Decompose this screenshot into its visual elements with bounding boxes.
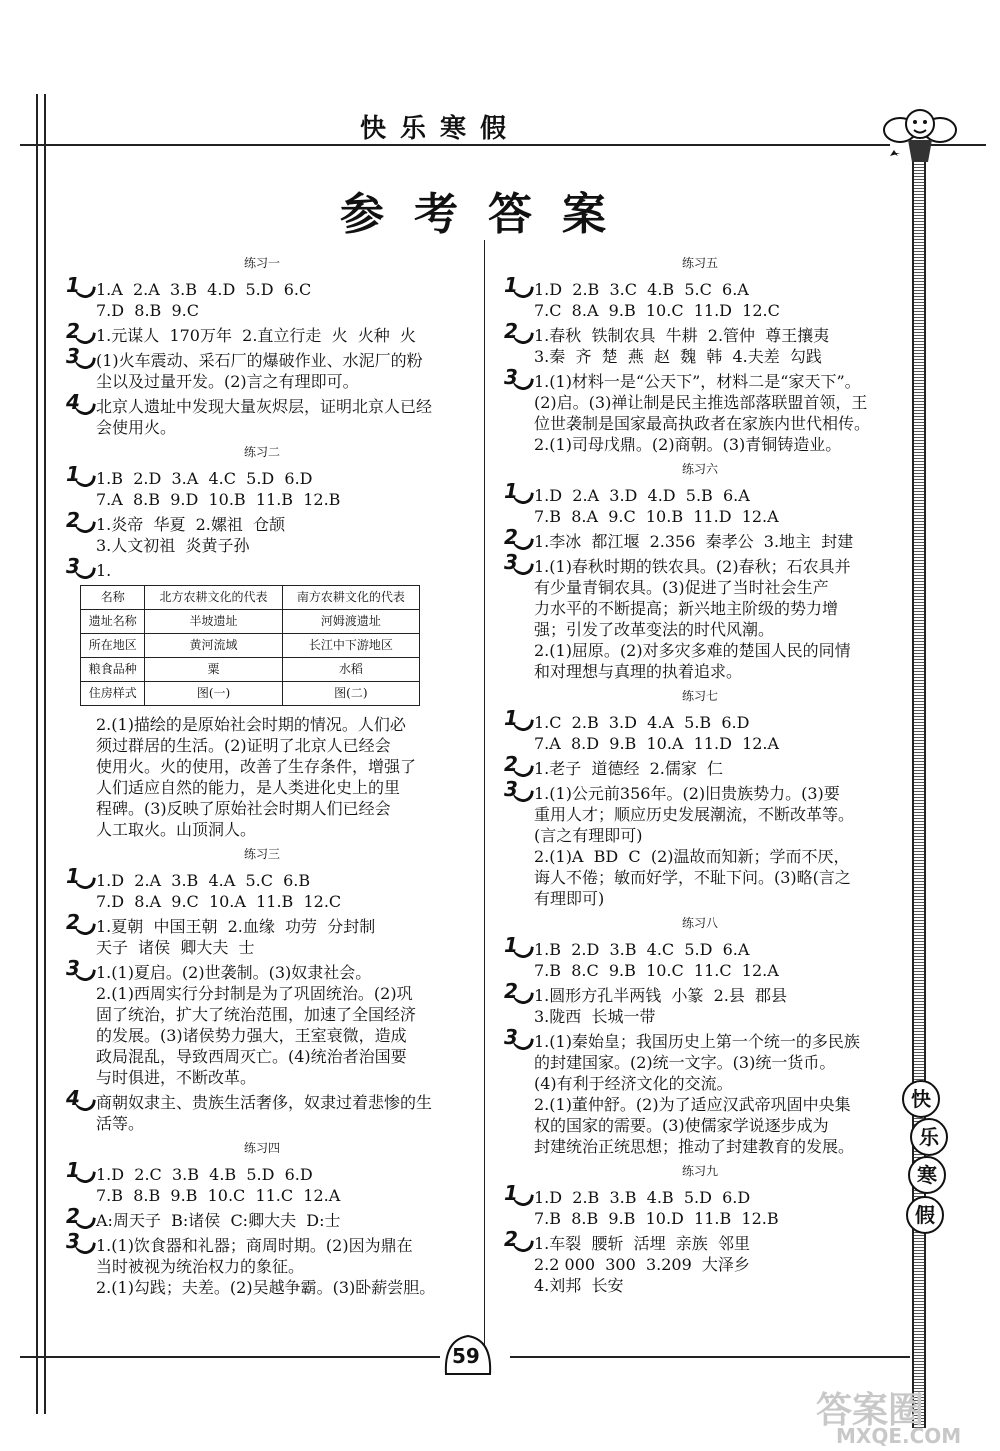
page-number: 59 <box>452 1344 480 1368</box>
answer-line: (2)启。(3)禅让制是民主推选部落联盟首领，王 <box>534 393 868 412</box>
question-number: 3 <box>66 344 80 368</box>
answer-line: A:周天子 B:诸侯 C:卿大夫 D:士 <box>96 1211 341 1230</box>
question-block <box>62 508 462 556</box>
answer-line: (言之有理即可) <box>534 826 643 845</box>
question-block <box>62 344 462 392</box>
answer-line: 的封建国家。(2)统一文字。(3)统一货币。 <box>534 1053 836 1072</box>
exercise-title: 练习一 <box>243 256 280 270</box>
answer-line: 1.(1)材料一是“公天下”，材料二是“家天下”。 <box>534 372 861 391</box>
answer-line: 1.D 2.B 3.C 4.B 5.C 6.A <box>534 280 749 299</box>
question-block <box>500 933 900 981</box>
swoosh-icon <box>73 518 96 534</box>
swoosh-icon <box>511 1191 534 1207</box>
question-block <box>62 864 462 912</box>
question-number-icon <box>500 275 530 299</box>
question-number-icon <box>500 1229 530 1253</box>
answer-line: 1.(1)春秋时期的铁农具。(2)春秋；石农具并 <box>534 557 851 576</box>
table-header-row <box>81 586 420 610</box>
question-block <box>500 1227 900 1296</box>
question-number-icon <box>500 1027 530 1051</box>
table-cell: 河姆渡遗址 <box>282 610 419 634</box>
left-answer-column <box>62 250 462 1302</box>
main-title: 参考答案 <box>340 189 636 240</box>
header-title: 快乐寒假 <box>360 114 521 144</box>
exercise-title: 练习八 <box>681 916 718 930</box>
answer-line: 2.(1)A BD C (2)温故而知新；学而不厌， <box>534 847 850 866</box>
side-decoration-strip <box>912 158 926 1428</box>
answer-line: 会使用火。 <box>96 418 177 437</box>
question-number-icon <box>62 346 92 370</box>
swoosh-icon <box>73 920 96 936</box>
question-block <box>500 1181 900 1229</box>
answer-line: 重用人才；顺应历史发展潮流，不断改革等。 <box>534 805 855 824</box>
table-cell: 所在地区 <box>81 634 145 658</box>
swoosh-icon <box>511 1237 534 1253</box>
answer-line: 1.A 2.A 3.B 4.D 5.D 6.C <box>96 280 312 299</box>
table-cell: 半坡遗址 <box>145 610 282 634</box>
answer-line: 1.D 2.A 3.D 4.D 5.B 6.A <box>534 486 750 505</box>
question-number: 2 <box>66 508 80 532</box>
question-number-icon <box>62 1160 92 1184</box>
answer-line: 2.(1)屈原。(2)对多灾多难的楚国人民的同情 <box>534 641 851 660</box>
question-block <box>62 1229 462 1298</box>
answer-line: 1.李冰 都江堰 2.356 秦孝公 3.地主 封建 <box>534 532 854 551</box>
swoosh-icon <box>73 564 96 580</box>
answer-line: 1.夏朝 中国王朝 2.血缘 功劳 分封制 <box>96 917 376 936</box>
question-block <box>500 319 900 367</box>
exercise-title: 练习五 <box>681 256 718 270</box>
swoosh-icon <box>511 283 534 299</box>
table-cell: 图(一) <box>145 682 282 706</box>
question-block <box>500 525 900 552</box>
answer-line: 7.B 8.B 9.B 10.D 11.B 12.B <box>534 1209 779 1228</box>
question-block <box>62 1086 462 1134</box>
question-number-icon <box>500 754 530 778</box>
question-number-icon <box>62 275 92 299</box>
question-number-icon <box>500 708 530 732</box>
question-number-icon <box>62 866 92 890</box>
swoosh-icon <box>511 1035 534 1051</box>
answer-line: 1.B 2.D 3.B 4.C 5.D 6.A <box>534 940 750 959</box>
answer-line: 2.(1)描绘的是原始社会时期的情况。人们必 <box>96 715 406 734</box>
answer-line: 强；引发了改革变法的时代风潮。 <box>534 620 775 639</box>
swoosh-icon <box>511 716 534 732</box>
table-cell: 遗址名称 <box>81 610 145 634</box>
answer-line: 尘以及过量开发。(2)言之有理即可。 <box>96 372 359 391</box>
answer-line: 1.圆形方孔半两钱 小篆 2.县 郡县 <box>534 986 788 1005</box>
answer-line: 力水平的不断提高；新兴地主阶级的势力增 <box>534 599 839 618</box>
answer-line: 1.(1)秦始皇；我国历史上第一个统一的多民族 <box>534 1032 860 1051</box>
question-number-icon <box>62 912 92 936</box>
column-divider <box>484 240 485 1370</box>
answer-line: 人们适应自然的能力，是人类进化史上的里 <box>96 778 401 797</box>
question-number: 2 <box>504 752 518 776</box>
swoosh-icon <box>73 1239 96 1255</box>
question-number: 1 <box>66 462 80 486</box>
question-number: 2 <box>504 525 518 549</box>
question-number: 1 <box>504 479 518 503</box>
question-number: 2 <box>504 319 518 343</box>
question-number: 3 <box>504 1025 518 1049</box>
answer-line: 1.D 2.B 3.B 4.B 5.D 6.D <box>534 1188 751 1207</box>
table-row <box>81 682 420 706</box>
question-number-icon <box>500 935 530 959</box>
question-block <box>62 910 462 958</box>
question-block <box>62 390 462 438</box>
question-block <box>500 1025 900 1157</box>
question-number-icon <box>500 481 530 505</box>
swoosh-icon <box>73 1096 96 1112</box>
answer-line: 7.C 8.A 9.B 10.C 11.D 12.C <box>534 301 780 320</box>
swoosh-icon <box>511 787 534 803</box>
table-header-cell: 北方农耕文化的代表 <box>145 586 282 610</box>
question-block <box>62 956 462 1088</box>
answer-line: 权的国家的需要。(3)使儒家学说逐步成为 <box>534 1116 829 1135</box>
answer-line: 4.刘邦 长安 <box>534 1276 624 1295</box>
watermark-url: MXQE.COM <box>836 1424 962 1448</box>
question-block <box>500 550 900 682</box>
swoosh-icon <box>511 989 534 1005</box>
answer-line: 7.D 8.B 9.C <box>96 301 199 320</box>
answer-line: 1.(1)夏启。(2)世袭制。(3)奴隶社会。 <box>96 963 372 982</box>
question-number-icon <box>62 321 92 345</box>
answer-line: 1.C 2.B 3.D 4.A 5.B 6.D <box>534 713 750 732</box>
answer-line: 固了统治，扩大了统治范围，加速了全国经济 <box>96 1005 417 1024</box>
answer-line: 2.(1)司母戊鼎。(2)商朝。(3)青铜铸造业。 <box>534 435 842 454</box>
answer-line: 1.B 2.D 3.A 4.C 5.D 6.D <box>96 469 313 488</box>
answer-line: 1. <box>96 561 112 580</box>
side-badge: 乐 <box>910 1118 948 1156</box>
question-number-icon <box>62 464 92 488</box>
question-number-icon <box>500 779 530 803</box>
question-block <box>62 1158 462 1206</box>
table-cell: 水稻 <box>282 658 419 682</box>
answer-line: 诲人不倦；敏而好学，不耻下问。(3)略(言之 <box>534 868 851 887</box>
question-number: 3 <box>504 777 518 801</box>
question-number: 1 <box>66 273 80 297</box>
table-row <box>81 658 420 682</box>
question-number-icon <box>62 1231 92 1255</box>
answer-line: 7.D 8.A 9.C 10.A 11.B 12.C <box>96 892 342 911</box>
answer-line: 2.(1)董仲舒。(2)为了适应汉武帝巩固中央集 <box>534 1095 851 1114</box>
question-number: 2 <box>66 910 80 934</box>
question-number: 1 <box>504 273 518 297</box>
question-number: 3 <box>504 365 518 389</box>
answer-line: 商朝奴隶主、贵族生活奢侈，奴隶过着悲惨的生 <box>96 1093 433 1112</box>
question-number-icon <box>500 367 530 391</box>
side-badge: 假 <box>906 1196 944 1234</box>
table-row <box>81 610 420 634</box>
table-followup-answers <box>62 714 462 840</box>
question-block <box>62 462 462 510</box>
swoosh-icon <box>73 400 96 416</box>
answer-line: 程碑。(3)反映了原始社会时期人们已经会 <box>96 799 391 818</box>
question-number: 1 <box>504 1181 518 1205</box>
answer-line: 北京人遗址中发现大量灰烬层，证明北京人已经 <box>96 397 433 416</box>
question-number: 2 <box>66 319 80 343</box>
table-row <box>81 634 420 658</box>
answer-line: 1.老子 道德经 2.儒家 仁 <box>534 759 724 778</box>
answer-line: 1.D 2.A 3.B 4.A 5.C 6.B <box>96 871 311 890</box>
answer-line: 和对理想与真理的执着追求。 <box>534 662 743 681</box>
answer-line: 的发展。(3)诸侯势力强大，王室衰微，造成 <box>96 1026 407 1045</box>
swoosh-icon <box>511 489 534 505</box>
answer-line: 须过群居的生活。(2)证明了北京人已经会 <box>96 736 391 755</box>
answer-line: 天子 诸侯 卿大夫 士 <box>96 938 255 957</box>
question-block <box>62 319 462 346</box>
answer-line: 使用火。火的使用，改善了生存条件，增强了 <box>96 757 417 776</box>
question-number: 2 <box>66 1204 80 1228</box>
swoosh-icon <box>73 1168 96 1184</box>
question-number-icon <box>500 321 530 345</box>
answer-line: 政局混乱，导致西周灭亡。(4)统治者治国要 <box>96 1047 407 1066</box>
answer-line: 与时俱进，不断改革。 <box>96 1068 257 1087</box>
exercise-title: 练习七 <box>681 689 718 703</box>
footer-rule <box>20 1356 440 1358</box>
question-block <box>62 554 462 581</box>
right-answer-column <box>500 250 900 1300</box>
question-number-icon <box>62 1206 92 1230</box>
answer-line: 7.B 8.C 9.B 10.C 11.C 12.A <box>534 961 779 980</box>
answer-line: 人工取火。山顶洞人。 <box>96 820 257 839</box>
answer-line: 位世袭制是国家最高执政者在家族内世代相传。 <box>534 414 871 433</box>
swoosh-icon <box>511 943 534 959</box>
question-number-icon <box>62 392 92 416</box>
answer-line: 2.(1)西周实行分封制是为了巩固统治。(2)巩 <box>96 984 413 1003</box>
table-cell: 图(二) <box>282 682 419 706</box>
answer-line: 2.2 000 300 3.209 大泽乡 <box>534 1255 750 1274</box>
question-number-icon <box>62 510 92 534</box>
swoosh-icon <box>511 560 534 576</box>
question-number-icon <box>62 1088 92 1112</box>
question-number: 3 <box>504 550 518 574</box>
answer-line: 3.人文初祖 炎黄子孙 <box>96 536 250 555</box>
exercise-title: 练习六 <box>681 462 718 476</box>
answer-line: 3.陇西 长城一带 <box>534 1007 656 1026</box>
side-badge: 寒 <box>908 1156 946 1194</box>
left-margin-rule <box>36 94 38 1414</box>
question-number: 1 <box>66 864 80 888</box>
question-number: 3 <box>66 956 80 980</box>
question-number: 4 <box>66 390 80 414</box>
exercise-title: 练习九 <box>681 1164 718 1178</box>
question-number: 2 <box>504 979 518 1003</box>
farming-culture-table <box>80 585 420 706</box>
answer-line: (1)火车震动、采石厂的爆破作业、水泥厂的粉 <box>96 351 423 370</box>
exercise-title: 练习二 <box>243 445 280 459</box>
table-cell: 住房样式 <box>81 682 145 706</box>
answer-line: 1.(1)饮食器和礼器；商周时期。(2)因为鼎在 <box>96 1236 413 1255</box>
question-number-icon <box>62 958 92 982</box>
answer-line: 1.春秋 铁制农具 牛耕 2.管仲 尊王攘夷 <box>534 326 830 345</box>
answer-line: 1.元谋人 170万年 2.直立行走 火 火种 火 <box>96 326 416 345</box>
answer-line: 7.B 8.B 9.B 10.C 11.C 12.A <box>96 1186 341 1205</box>
question-number-icon <box>62 556 92 580</box>
answer-line: 当时被视为统治权力的象征。 <box>96 1257 305 1276</box>
table-cell: 粮食品种 <box>81 658 145 682</box>
fairy-mascot-icon <box>880 100 960 174</box>
swoosh-icon <box>511 375 534 391</box>
question-block <box>62 1204 462 1231</box>
question-number: 1 <box>504 933 518 957</box>
exercise-title: 练习三 <box>243 847 280 861</box>
question-number-icon <box>500 1183 530 1207</box>
question-number-icon <box>500 552 530 576</box>
question-number: 2 <box>504 1227 518 1251</box>
watermark-logo: 答案圈 <box>816 1390 925 1431</box>
question-number-icon <box>500 981 530 1005</box>
swoosh-icon <box>73 874 96 890</box>
answer-line: 1.炎帝 华夏 2.嫘祖 仓颉 <box>96 515 286 534</box>
question-block <box>62 273 462 321</box>
table-header-cell: 南方农耕文化的代表 <box>282 586 419 610</box>
answer-line: 3.秦 齐 楚 燕 赵 魏 韩 4.夫差 勾践 <box>534 347 822 366</box>
question-block <box>500 752 900 779</box>
swoosh-icon <box>73 283 96 299</box>
answer-line: 有理即可) <box>534 889 605 908</box>
question-block <box>500 273 900 321</box>
question-number: 1 <box>504 706 518 730</box>
question-number: 3 <box>66 1229 80 1253</box>
answer-line: 7.A 8.D 9.B 10.A 11.D 12.A <box>534 734 780 753</box>
answer-line: 1.车裂 腰斩 活埋 亲族 邻里 <box>534 1234 750 1253</box>
question-block <box>500 777 900 909</box>
question-block <box>500 365 900 455</box>
side-badge: 快 <box>902 1080 940 1118</box>
footer-rule-right <box>510 1356 910 1358</box>
question-block <box>500 479 900 527</box>
answer-line: 有少量青铜农具。(3)促进了当时社会生产 <box>534 578 829 597</box>
table-cell: 长江中下游地区 <box>282 634 419 658</box>
question-number: 1 <box>66 1158 80 1182</box>
question-block <box>500 979 900 1027</box>
left-margin-rule-2 <box>44 94 46 1414</box>
table-cell: 粟 <box>145 658 282 682</box>
question-block <box>500 706 900 754</box>
answer-line: (4)有利于经济文化的交流。 <box>534 1074 733 1093</box>
swoosh-icon <box>511 329 534 345</box>
answer-line: 7.A 8.B 9.D 10.B 11.B 12.B <box>96 490 341 509</box>
answer-line: 活等。 <box>96 1114 145 1133</box>
swoosh-icon <box>73 354 96 370</box>
swoosh-icon <box>73 472 96 488</box>
answer-line: 封建统治正统思想；推动了封建教育的发展。 <box>534 1137 855 1156</box>
question-number: 4 <box>66 1086 80 1110</box>
question-number-icon <box>500 527 530 551</box>
answer-line: 2.(1)勾践；夫差。(2)吴越争霸。(3)卧薪尝胆。 <box>96 1278 436 1297</box>
answer-line: 7.B 8.A 9.C 10.B 11.D 12.A <box>534 507 779 526</box>
answer-line: 1.(1)公元前356年。(2)旧贵族势力。(3)要 <box>534 784 840 803</box>
table-cell: 黄河流域 <box>145 634 282 658</box>
answer-line: 1.D 2.C 3.B 4.B 5.D 6.D <box>96 1165 313 1184</box>
swoosh-icon <box>73 966 96 982</box>
table-header-cell: 名称 <box>81 586 145 610</box>
exercise-title: 练习四 <box>243 1141 280 1155</box>
question-number: 3 <box>66 554 80 578</box>
